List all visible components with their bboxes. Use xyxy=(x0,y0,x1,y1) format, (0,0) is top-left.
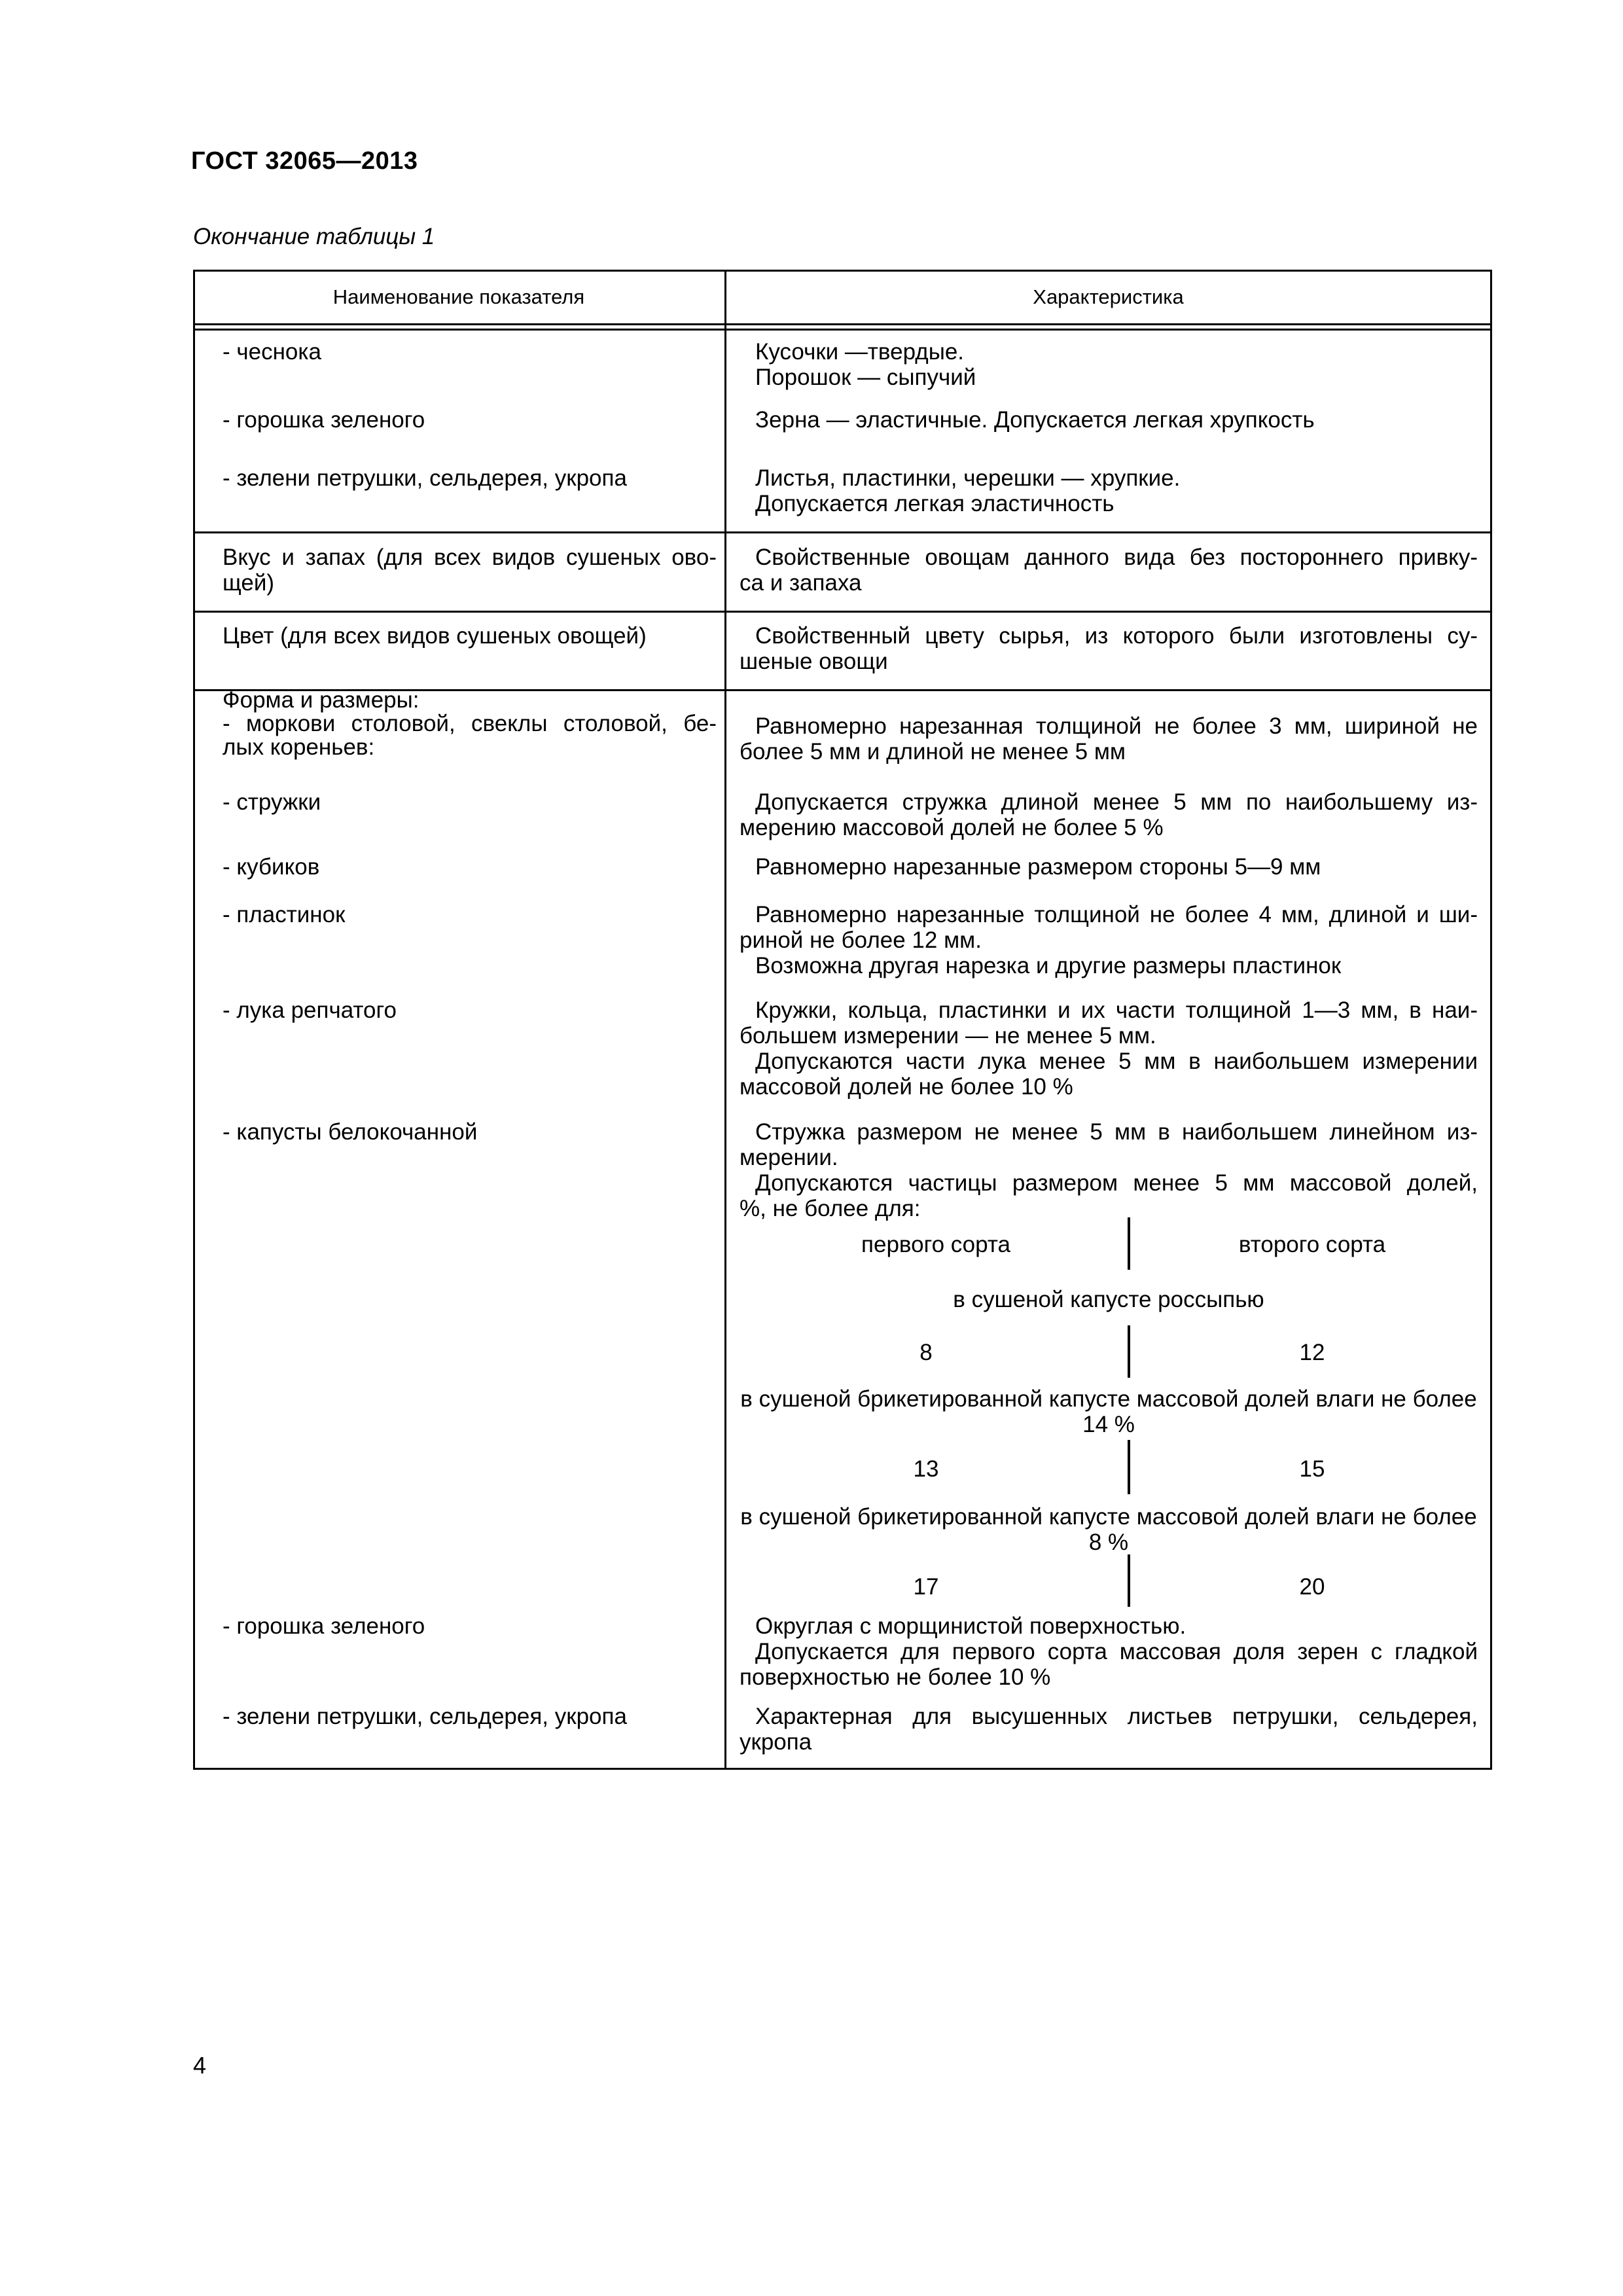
grade-divider xyxy=(1128,1440,1130,1494)
cell-text: - стружки xyxy=(223,789,321,815)
cell-text: шеные овощи xyxy=(740,649,888,674)
row-indicator xyxy=(223,1613,717,1639)
cell-text: Форма и размеры: xyxy=(223,687,419,713)
cell-text: Допускается для первого сорта массовая доля зерен с гладкой xyxy=(755,1639,1478,1664)
row-characteristic xyxy=(740,1119,1478,1221)
cell-text: - моркови столовой, свеклы столовой, бе- xyxy=(223,711,717,736)
cell-text: - капусты белокочанной xyxy=(223,1119,478,1145)
row-characteristic xyxy=(740,902,1478,978)
cell-text: Цвет (для всех видов сушеных овощей) xyxy=(223,623,647,649)
row-indicator xyxy=(223,465,717,491)
grade-value-second: 15 xyxy=(1299,1456,1325,1482)
cell-text: поверхностью не более 10 % xyxy=(740,1664,1051,1690)
cell-text: в сушеной капусте россыпью xyxy=(953,1287,1264,1312)
group-caption xyxy=(740,1504,1478,1555)
column-header-characteristic: Характеристика xyxy=(1033,285,1184,308)
cell-text: мерению массовой долей не более 5 % xyxy=(740,815,1164,840)
row-characteristic xyxy=(740,1704,1478,1755)
cell-text: Вкус и запах (для всех видов сушеных ово- xyxy=(223,545,717,570)
cell-text: Свойственный цвету сырья, из которого были изготовлены су- xyxy=(755,623,1478,649)
row-indicator xyxy=(223,902,717,927)
group-caption xyxy=(740,1386,1478,1437)
row-characteristic xyxy=(740,465,1478,516)
grade-divider xyxy=(1128,1554,1130,1607)
row-indicator xyxy=(223,339,717,365)
row-characteristic xyxy=(740,1613,1478,1690)
cell-text: Равномерно нарезанная толщиной не более 3 мм, шириной не xyxy=(755,713,1478,739)
column-divider xyxy=(724,270,726,1770)
row-characteristic xyxy=(740,623,1478,674)
row-characteristic xyxy=(740,789,1478,840)
cell-text: - горошка зеленого xyxy=(223,407,425,433)
row-characteristic xyxy=(740,407,1478,433)
row-characteristic xyxy=(740,545,1478,596)
cell-text: Равномерно нарезанные размером стороны 5—9 мм xyxy=(755,854,1321,880)
row-rule xyxy=(193,611,1492,613)
grade-value-second: 12 xyxy=(1299,1340,1325,1365)
cell-text: - зелени петрушки, сельдерея, укропа xyxy=(223,465,627,491)
group-caption xyxy=(740,1287,1478,1312)
cell-text: щей) xyxy=(223,570,275,596)
cell-text: Возможна другая нарезка и другие размеры пластинок xyxy=(755,953,1342,978)
cell-text: са и запаха xyxy=(740,570,862,596)
cell-text: - лука репчатого xyxy=(223,997,397,1023)
row-indicator xyxy=(223,407,717,433)
cell-text: Зерна — эластичные. Допускается легкая хрупкость xyxy=(755,407,1315,433)
header-rule-2 xyxy=(193,329,1492,331)
cell-text: Кружки, кольца, пластинки и их части толщиной 1—3 мм, в наи- xyxy=(755,997,1478,1023)
row-indicator xyxy=(223,854,717,880)
cell-text: Листья, пластинки, черешки — хрупкие. xyxy=(755,465,1181,491)
cell-text: массовой долей не более 10 % xyxy=(740,1074,1073,1100)
row-indicator xyxy=(223,789,717,815)
row-indicator xyxy=(223,545,717,596)
cell-text: Допускаются частицы размером менее 5 мм массовой долей, xyxy=(755,1170,1478,1196)
cell-text: в сушеной брикетированной капусте массовой долей влаги не xyxy=(740,1504,1406,1530)
grade-value-first: 13 xyxy=(913,1456,939,1482)
column-header-indicator: Наименование показателя xyxy=(332,285,585,308)
row-characteristic xyxy=(740,854,1478,880)
cell-text: Свойственные овощам данного вида без постороннего привку- xyxy=(755,545,1478,570)
cell-text: лых кореньев: xyxy=(223,734,375,760)
cell-text: Допускается стружка длиной менее 5 мм по наибольшему из- xyxy=(755,789,1478,815)
cell-text: мерении. xyxy=(740,1145,838,1170)
row-indicator xyxy=(223,623,717,649)
grade-value-first: 17 xyxy=(913,1574,939,1600)
grade-header-second: второго сорта xyxy=(1238,1232,1386,1257)
cell-text: Допускаются части лука менее 5 мм в наибольшем измерении xyxy=(755,1049,1478,1074)
cell-text: более 8 % xyxy=(1088,1504,1477,1555)
row-characteristic xyxy=(740,339,1478,390)
cell-text: Округлая с морщинистой поверхностью. xyxy=(755,1613,1186,1639)
row-indicator xyxy=(223,1119,717,1145)
cell-text: риной не более 12 мм. xyxy=(740,927,982,953)
row-characteristic xyxy=(740,997,1478,1100)
cell-text: - чеснока xyxy=(223,339,321,365)
grade-value-first: 8 xyxy=(919,1340,933,1365)
cell-text: более 5 мм и длиной не менее 5 мм xyxy=(740,739,1126,764)
row-indicator xyxy=(223,1704,717,1729)
row-characteristic xyxy=(740,713,1478,764)
cell-text: - кубиков xyxy=(223,854,320,880)
cell-text: более 14 % xyxy=(1082,1386,1477,1437)
cell-text: Равномерно нарезанные толщиной не более 4 мм, длиной и ши- xyxy=(755,902,1478,927)
row-rule xyxy=(193,531,1492,533)
cell-text: Допускается легкая эластичность xyxy=(755,491,1115,516)
cell-text: - горошка зеленого xyxy=(223,1613,425,1639)
cell-text: %, не более для: xyxy=(740,1196,921,1221)
table-caption: Окончание таблицы 1 xyxy=(193,224,435,249)
cell-text: Характерная для высушенных листьев петрушки, сельдерея, xyxy=(755,1704,1478,1729)
row-indicator xyxy=(223,997,717,1023)
cell-text: Стружка размером не менее 5 мм в наибольшем линейном из- xyxy=(755,1119,1478,1145)
document-header: ГОСТ 32065—2013 xyxy=(191,147,418,175)
grade-header-first: первого сорта xyxy=(861,1232,1010,1257)
row-indicator xyxy=(223,689,717,759)
cell-text: Порошок — сыпучий xyxy=(755,365,976,390)
cell-text: - зелени петрушки, сельдерея, укропа xyxy=(223,1704,627,1729)
cell-text: большем измерении — не менее 5 мм. xyxy=(740,1023,1156,1049)
grade-divider xyxy=(1128,1325,1130,1378)
cell-text: укропа xyxy=(740,1729,812,1755)
grade-value-second: 20 xyxy=(1299,1574,1325,1600)
cell-text: в сушеной брикетированной капусте массовой долей влаги не xyxy=(740,1386,1406,1412)
cell-text: Кусочки —твердые. xyxy=(755,339,965,365)
grade-divider xyxy=(1128,1217,1130,1270)
cell-text: - пластинок xyxy=(223,902,346,927)
page-number: 4 xyxy=(193,2052,207,2079)
